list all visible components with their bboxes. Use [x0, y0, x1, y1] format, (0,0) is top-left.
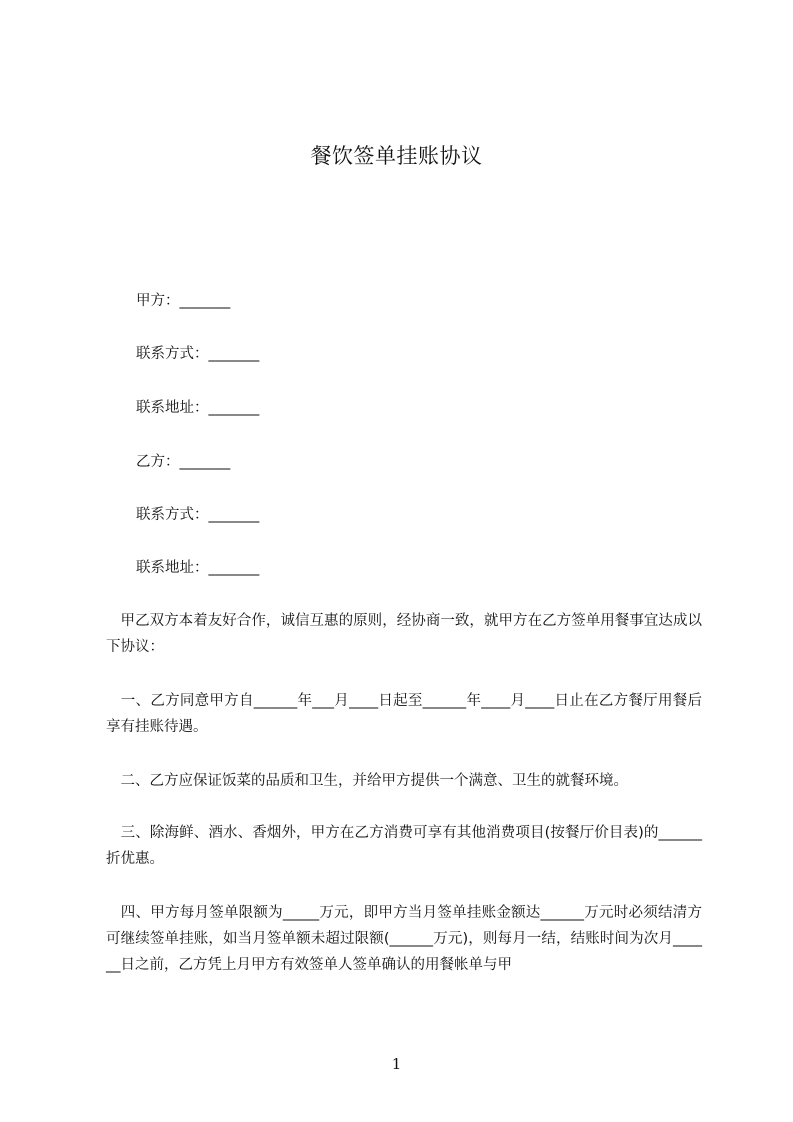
party-b-contact-field: 联系方式：_______: [136, 507, 260, 523]
preamble-paragraph: 甲乙双方本着友好合作，诚信互惠的原则，经协商一致，就甲方在乙方签单用餐事宜达成以下协议：: [106, 613, 702, 655]
clause-2-paragraph: 二、乙方应保证饭菜的品质和卫生，并给甲方提供一个满意、卫生的就餐环境。: [106, 773, 628, 789]
party-b-address-field: 联系地址：_______: [136, 560, 260, 576]
party-a-address-field: 联系地址：_______: [136, 400, 260, 416]
document-title: 餐饮签单挂账协议: [310, 144, 483, 168]
clause-1-paragraph: 一、乙方同意甲方自______年___月____日起至______年____月____日止在乙方餐厅用餐后享有挂账待遇。: [106, 693, 702, 735]
clause-3-paragraph: 三、除海鲜、酒水、香烟外，甲方在乙方消费可享有其他消费项目(按餐厅价目表)的______折优惠。: [106, 825, 702, 867]
clause-4-paragraph: 四、甲方每月签单限额为_____万元，即甲方当月签单挂账金额达______万元时必须结清方可继续签单挂账，如当月签单额未超过限额(______万元)，则每月一结，结账时间为次月______日之前，乙方凭上月甲方有效签单人签单确认的用餐帐单与甲: [106, 905, 702, 973]
party-a-contact-field: 联系方式：_______: [136, 346, 260, 362]
page-number: 1: [391, 1055, 402, 1073]
party-a-name-field: 甲方：_______: [136, 293, 231, 309]
party-b-name-field: 乙方：_______: [136, 454, 231, 470]
